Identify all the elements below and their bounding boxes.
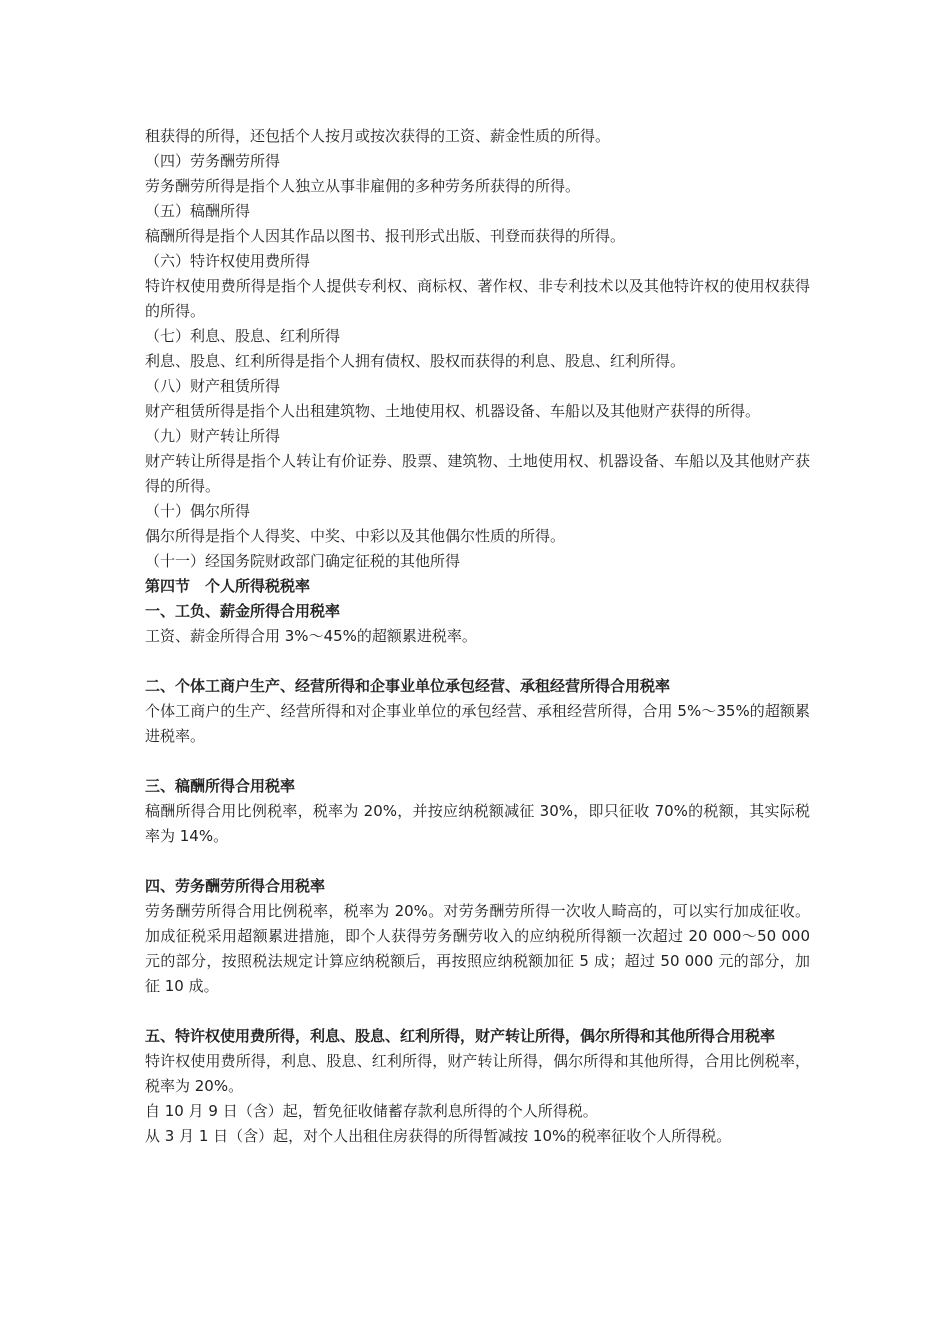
rate2-heading: 二、个体工商户生产、经营所得和企事业单位承包经营、承租经营所得合用税率 bbox=[145, 677, 671, 695]
note-rental-rate: 从 3 月 1 日（含）起，对个人出租住房获得的所得暂减按 10%的税率征收个人所得税。 bbox=[145, 1127, 732, 1145]
rate4-text: 劳务酬劳所得合用比例税率，税率为 20%。对劳务酬劳所得一次收人畸高的，可以实行加成征收。加成征税采用超额累进措施，即个人获得劳务酬劳收入的应纳税所得额一次超过 20 000～50 000 元的部分，按照税法规定计算应纳税额后，再按照应纳税额加征 5 成；超过 50 000 元的部分，加征 10 成。 bbox=[145, 902, 810, 995]
rate5-text: 特许权使用费所得，利息、股息、红利所得，财产转让所得，偶尔所得和其他所得，合用比例税率，税率为 20%。 bbox=[145, 1052, 810, 1095]
rate3-heading: 三、稿酬所得合用税率 bbox=[145, 777, 296, 795]
rate1-text: 工资、薪金所得合用 3%～45%的超额累进税率。 bbox=[145, 627, 477, 645]
intro-paragraph: 租获得的所得，还包括个人按月或按次获得的工资、薪金性质的所得。 bbox=[145, 127, 611, 145]
item9-heading: （九）财产转让所得 bbox=[145, 427, 281, 445]
item8-text: 财产租赁所得是指个人出租建筑物、土地使用权、机器设备、车船以及其他财产获得的所得。 bbox=[145, 402, 761, 420]
item10-text: 偶尔所得是指个人得奖、中奖、中彩以及其他偶尔性质的所得。 bbox=[145, 527, 566, 545]
rate5-heading: 五、特许权使用费所得，利息、股息、红利所得，财产转让所得，偶尔所得和其他所得合用税率 bbox=[145, 1027, 776, 1045]
item8-heading: （八）财产租赁所得 bbox=[145, 377, 281, 395]
rate4-heading: 四、劳务酬劳所得合用税率 bbox=[145, 877, 326, 895]
item5-text: 稿酬所得是指个人因其作品以图书、报刊形式出版、刊登而获得的所得。 bbox=[145, 227, 626, 245]
item7-text: 利息、股息、红利所得是指个人拥有债权、股权而获得的利息、股息、红利所得。 bbox=[145, 352, 686, 370]
rate1-heading: 一、工负、薪金所得合用税率 bbox=[145, 602, 341, 620]
item6-heading: （六）特许权使用费所得 bbox=[145, 252, 311, 270]
note-interest-exemption: 自 10 月 9 日（含）起，暂免征收储蓄存款利息所得的个人所得税。 bbox=[145, 1102, 598, 1120]
spacer bbox=[145, 849, 810, 874]
spacer bbox=[145, 649, 810, 674]
spacer bbox=[145, 749, 810, 774]
spacer bbox=[145, 999, 810, 1024]
section4-title: 第四节 个人所得税税率 bbox=[145, 577, 311, 595]
item4-heading: （四）劳务酬劳所得 bbox=[145, 152, 281, 170]
item6-text: 特许权使用费所得是指个人提供专利权、商标权、著作权、非专利技术以及其他特许权的使用权获得的所得。 bbox=[145, 277, 810, 320]
item10-heading: （十）偶尔所得 bbox=[145, 502, 251, 520]
item4-text: 劳务酬劳所得是指个人独立从事非雇佣的多种劳务所获得的所得。 bbox=[145, 177, 581, 195]
item5-heading: （五）稿酬所得 bbox=[145, 202, 251, 220]
item9-text: 财产转让所得是指个人转让有价证券、股票、建筑物、土地使用权、机器设备、车船以及其他财产获得的所得。 bbox=[145, 452, 810, 495]
item11-heading: （十一）经国务院财政部门确定征税的其他所得 bbox=[145, 552, 461, 570]
item7-heading: （七）利息、股息、红利所得 bbox=[145, 327, 341, 345]
document-page bbox=[145, 124, 810, 1149]
rate3-text: 稿酬所得合用比例税率，税率为 20%，并按应纳税额减征 30%，即只征收 70%的税额，其实际税率为 14%。 bbox=[145, 802, 810, 845]
rate2-text: 个体工商户的生产、经营所得和对企事业单位的承包经营、承租经营所得，合用 5%～35%的超额累进税率。 bbox=[145, 702, 810, 745]
